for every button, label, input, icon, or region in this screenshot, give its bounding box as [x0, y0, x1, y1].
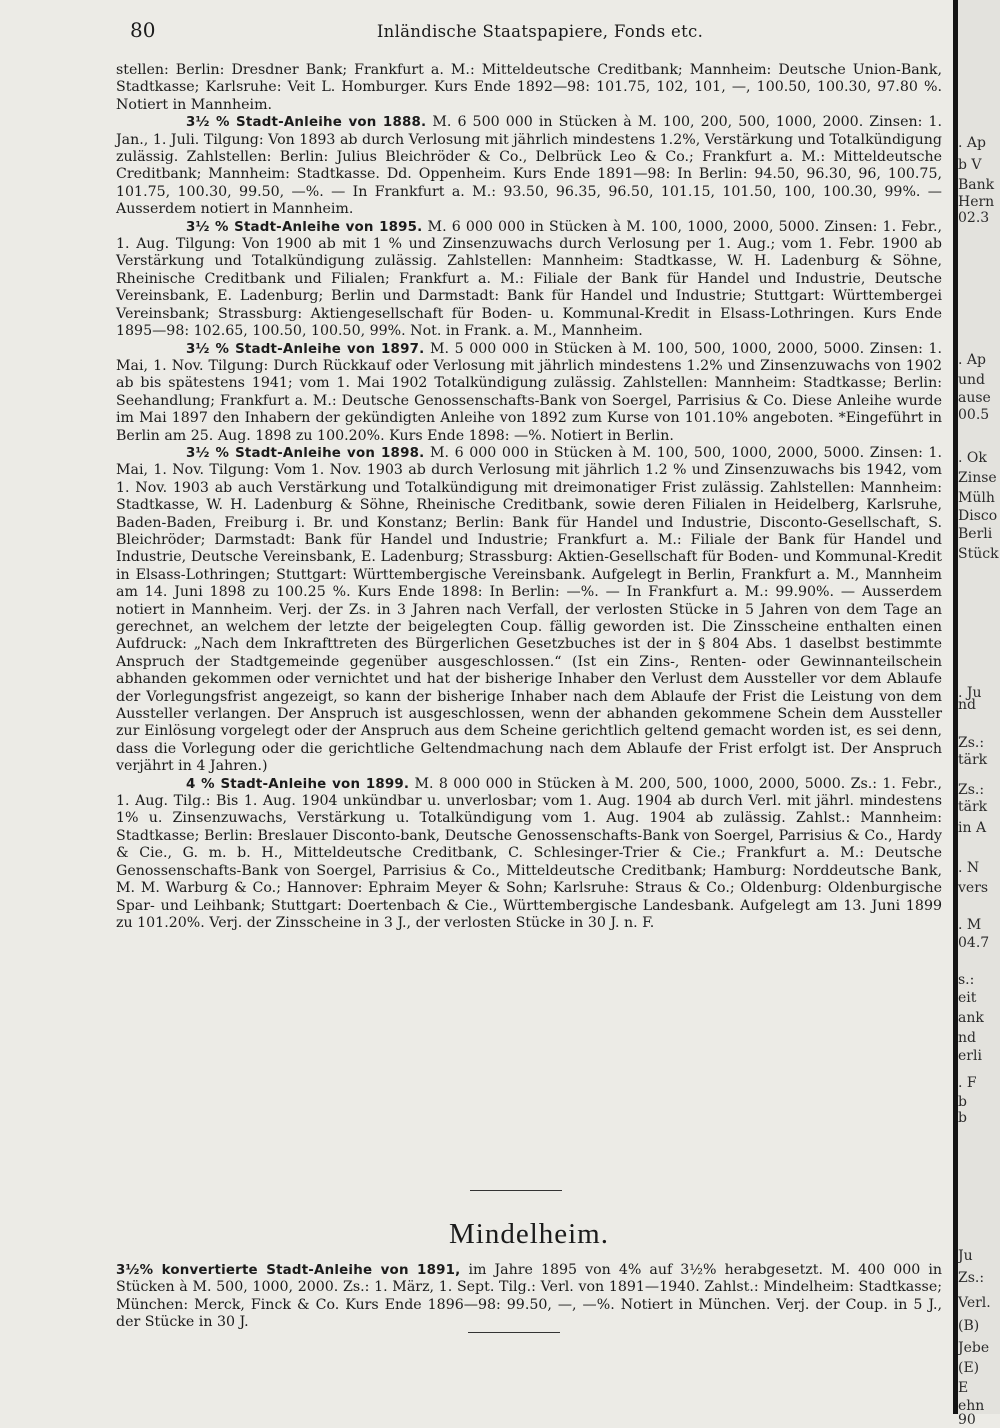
facing-page-fragment: . F [958, 1075, 977, 1091]
entry-title: 3½ % Stadt-Anleihe von 1895. [186, 219, 423, 235]
facing-page-fragment: nd [958, 697, 976, 713]
facing-page-fragment: ause [958, 390, 991, 406]
facing-page-fragment: Ju [958, 1248, 973, 1264]
entry-title: 3½ % Stadt-Anleihe von 1888. [186, 115, 427, 131]
facing-page-fragment: Bank [958, 177, 995, 193]
facing-page-fragment: nd [958, 1030, 976, 1046]
facing-page-fragment: 04.7 [958, 935, 990, 951]
entry-1898 [116, 445, 942, 776]
facing-page-fragment: . Ju [958, 685, 982, 701]
entry-1899 [116, 776, 942, 933]
entry-title: 3½% konvertierte Stadt-Anleihe von 1891, [116, 1263, 461, 1278]
facing-page-fragment: erli [958, 1048, 982, 1064]
main-column [116, 62, 942, 932]
mindelheim-entry [116, 1262, 942, 1332]
facing-page-fragment: Zs.: [958, 782, 985, 798]
facing-page-fragment: Zs.: [958, 1270, 985, 1286]
facing-page-fragment: . M [958, 917, 982, 933]
entry-continuation [116, 62, 942, 114]
entry-1897 [116, 341, 942, 445]
facing-page-fragment: (B) [958, 1318, 980, 1334]
entry-text: stellen: Berlin: Dresdner Bank; Frankfurt a. M.: Mitteldeutsche Creditbank; Mannheim: Deutsche Union-Bank, Stadtkasse; Karlsruhe: Veit L. Homburger. Kurs Ende 1892—98: 101.75, 102, 101, —, 100.50, 100.30, 97.80 %. Notiert in Mannheim. [116, 62, 942, 113]
entry-1888 [116, 114, 942, 218]
entry-title: 4 % Stadt-Anleihe von 1899. [186, 776, 410, 792]
facing-page-fragment: . N [958, 860, 980, 876]
facing-page-fragment: 90 [958, 1412, 976, 1428]
page-number: 80 [130, 18, 156, 42]
running-title: Inländische Staatspapiere, Fonds etc. [376, 22, 704, 41]
facing-page-fragment: b V [958, 157, 982, 173]
entry-text: M. 8 000 000 in Stücken à M. 200, 500, 1000, 2000, 5000. Zs.: 1. Febr., 1. Aug. Tilg.: Bis 1. Aug. 1904 unkündbar u. unverlosbar; vom 1. Aug. 1904 ab durch Verl. mit jährl. mindestens 1% u. Zinsenzuwachs, Verstärkung u. Totalkündigung vom 1. Aug. 1904 ab zulässig. Zahlst.: Mannheim: Stadtkasse; Berlin: Breslauer Disconto-bank, Deutsche Genossenschafts-Bank von Soergel, Parrisius & Co., Hardy & Cie., G. m. b. H., Mitteldeutsche Creditbank, C. Schlesinger-Trier & Cie.; Frankfurt a. M.: Deutsche Genossenschafts-Bank von Soergel, Parrisius & Co., Mitteldeutsche Creditbank; Hamburg: Norddeutsche Bank, M. M. Warburg & Co.; Hannover: Ephraim Meyer & Sohn; Karlsruhe: Straus & Co.; Oldenburg: Oldenburgische Spar- und Leihbank; Stuttgart: Doertenbach & Cie., Württembergische Landesbank. Aufgelegt am 13. Juni 1899 zu 101.20%. Verj. der Zinsscheine in 3 J., der verlosten Stücke in 30 J. n. F. [116, 775, 942, 931]
facing-page-fragment: Stück [958, 546, 999, 562]
divider-rule [468, 1332, 560, 1333]
facing-page-fragment: 02.3 [958, 210, 990, 226]
facing-page-fragment: b [958, 1094, 967, 1110]
entry-text: im Jahre 1895 von 4% auf 3½% herabgesetzt. M. 400 000 in Stücken à M. 500, 1000, 2000. Zs.: 1. März, 1. Sept. Tilg.: Verl. von 1891—1940. Zahlst.: Mindelheim: Stadtkasse; München: Merck, Finck & Co. Kurs Ende 1896—98: 99.50, —, —%. Notiert in München. Verj. der Coup. in 5 J., der Stücke in 30 J. [116, 1262, 942, 1331]
facing-page-fragment: tärk [958, 752, 988, 768]
facing-page-fragment: E [958, 1380, 969, 1396]
divider-rule [470, 1190, 562, 1191]
facing-page-fragment: . Ap [958, 135, 986, 151]
facing-page-fragment: . Ok [958, 450, 987, 466]
facing-page-fragment: . Ap [958, 352, 986, 368]
entry-title: 3½ % Stadt-Anleihe von 1898. [186, 445, 425, 461]
section-heading: Mindelheim. [448, 1218, 609, 1250]
facing-page-fragment: Disco [958, 508, 998, 524]
facing-page-fragment: Mülh [958, 490, 995, 506]
facing-page-fragment: Zinse [958, 470, 997, 486]
facing-page-fragment: und [958, 372, 985, 388]
facing-page-fragment: eit [958, 990, 977, 1006]
entry-text: M. 5 000 000 in Stücken à M. 100, 500, 1000, 2000, 5000. Zinsen: 1. Mai, 1. Nov. Tilgung: Durch Rückkauf oder Verlosung mit jährlich mindestens 1.2% und Zinsenzuwachs von 1902 ab bis spätestens 1941; vom 1. Mai 1902 Totalkündigung zulässig. Zahlstellen: Mannheim: Stadtkasse; Berlin: Seehandlung; Frankfurt a. M.: Deutsche Genossenschafts-Bank von Soergel, Parrisius & Co. Diese Anleihe wurde im Mai 1897 den Inhabern der gekündigten Anleihe von 1892 zum Kurse von 101.10% angeboten. *Eingeführt in Berlin am 25. Aug. 1898 zu 100.20%. Kurs Ende 1898: —%. Notiert in Berlin. [116, 340, 942, 444]
facing-page-fragment: Jebe [958, 1340, 990, 1356]
facing-page-fragment: in A [958, 820, 987, 836]
facing-page-fragment: ehn [958, 1398, 985, 1414]
page-header [0, 18, 955, 50]
facing-page-fragment: ank [958, 1010, 984, 1026]
facing-page-fragment: (E) [958, 1360, 980, 1376]
facing-page-fragment: Berli [958, 526, 993, 542]
facing-page-fragment: 00.5 [958, 407, 990, 423]
entry-text: M. 6 000 000 in Stücken à M. 100, 1000, 2000, 5000. Zinsen: 1. Febr., 1. Aug. Tilgung: Von 1900 ab mit 1 % und Zinsenzuwachs durch Verlosung per 1. Aug.; vom 1. Febr. 1900 ab Verstärkung und Totalkündigung zulässig. Zahlstellen: Mannheim: Stadtkasse, W. H. Ladenburg & Söhne, Rheinische Creditbank und Filialen; Frankfurt a. M.: Filiale der Bank für Handel und Industrie, Deutsche Vereinsbank, E. Ladenburg; Berlin und Darmstadt: Bank für Handel und Industrie; Stuttgart: Württembergei Vereinsbank; Strassburg: Aktiengesellschaft für Boden- u. Kommunal-Kredit in Elsass-Lothringen. Kurs Ende 1895—98: 102.65, 100.50, 100.50, 99%. Not. in Frank. a. M., Mannheim. [116, 218, 942, 340]
facing-page-fragment: vers [958, 880, 989, 896]
facing-page-fragment: Verl. [958, 1295, 991, 1311]
entry-1895 [116, 219, 942, 341]
facing-page-fragment: tärk [958, 799, 988, 815]
facing-page-fragment: s.: [958, 972, 975, 988]
entry-text: M. 6 500 000 in Stücken à M. 100, 200, 500, 1000, 2000. Zinsen: 1. Jan., 1. Juli. Tilgung: Von 1893 ab durch Verlosung mit jährlich mindestens 1.2%, Verstärkung und Totalkündigung zulässig. Zahlstellen: Berlin: Julius Bleichröder & Co., Delbrück Leo & Co.; Frankfurt a. M.: Mitteldeutsche Creditbank; Mannheim: Stadtkasse. Dd. Oppenheim. Kurs Ende 1891—98: In Berlin: 94.50, 96.30, 96, 100.75, 101.75, 100.30, 99.50, —%. — In Frankfurt a. M.: 93.50, 96.35, 96.50, 101.15, 101.50, 100, 100.30, 99%. — Ausserdem notiert in Mannheim. [116, 114, 942, 218]
entry-title: 3½ % Stadt-Anleihe von 1897. [186, 341, 425, 357]
facing-page-fragment: b [958, 1110, 967, 1126]
entry-text: M. 6 000 000 in Stücken à M. 100, 500, 1000, 2000, 5000. Zinsen: 1. Mai, 1. Nov. Tilgung: Vom 1. Nov. 1903 ab durch Verlosung mit jährlich 1.2 % und Zinsenzuwachs bis 1942, vom 1. Nov. 1903 ab auch Verstärkung und Totalkündigung mit dreimonatiger Frist zulässig. Zahlstellen: Mannheim: Stadtkasse, W. H. Ladenburg & Söhne, Rheinische Creditbank, sowie deren Filialen in Heidelberg, Karlsruhe, Baden-Baden, Freiburg i. Br. und Konstanz; Berlin: Bank für Handel und Industrie, Disconto-Gesellschaft, S. Bleichröder; Darmstadt: Bank für Handel und Industrie; Frankfurt a. M.: Filiale der Bank für Handel und Industrie, Deutsche Vereinsbank, E. Ladenburg; Strassburg: Aktien-Gesellschaft für Boden- und Kommunal-Kredit in Elsass-Lothringen; Stuttgart: Württembergische Vereinsbank. Aufgelegt in Berlin, Frankfurt a. M., Mannheim am 14. Juni 1898 zu 100.25 %. Kurs Ende 1898: In Berlin: —%. — In Frankfurt a. M.: 99.90%. — Ausserdem notiert in Mannheim. Verj. der Zs. in 3 Jahren nach Verfall, der verlosten Stücke in 5 Jahren von dem Tage an gerechnet, an welchem der letzte der beigelegten Coup. fällig geworden ist. Die Zinsscheine enthalten einen Aufdruck: „Nach dem Inkrafttreten des Bürgerlichen Gesetzbuches ist der in § 804 Abs. 1 daselbst bestimmte Anspruch der Stadtgemeinde gegenüber ausgeschlossen.“ (Ist ein Zins-, Renten- oder Gewinnanteilschein abhanden gekommen oder vernichtet und hat der bisherige Inhaber den Verlust dem Aussteller vor dem Ablaufe der Vorlegungsfrist angezeigt, so kann der bisherige Inhaber nach dem Ablaufe der Frist die Leistung von dem Aussteller verlangen. Der Anspruch ist ausgeschlossen, wenn der abhanden gekommene Schein dem Aussteller zur Einlösung vorgelegt oder der Anspruch aus dem Scheine gerichtlich geltend gemacht worden ist, es sei denn, dass die Vorlegung oder die gerichtliche Geltendmachung nach dem Ablaufe der Frist erfolgt ist. Der Anspruch verjährt in 4 Jahren.) [116, 444, 942, 775]
facing-page-fragment: Zs.: [958, 735, 985, 751]
facing-page-fragment: Hern [958, 194, 995, 210]
